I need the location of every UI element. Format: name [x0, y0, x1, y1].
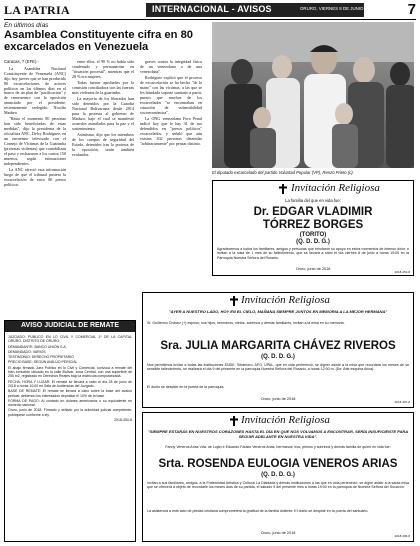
page-number: 7: [407, 1, 416, 18]
notice-code: 2018-452-8: [394, 270, 410, 274]
religious-notice-torrez: [212, 180, 414, 276]
article-paragraph: La ANC ofreció esta información luego de que el tribunal pusiera la excarcelación de estos 80 presos políticos.: [4, 167, 66, 187]
judicial-paragraph: DEMANDADO: VARIOS: [8, 349, 46, 354]
notice-family: Fanny Veneros Arias Vda. de Luján e Eduardo Fausto Veneros Arias, hermanos; tíos, primos y sobrinos y demás familia de quien en vida fue:: [165, 445, 391, 449]
notice-sign: Oruro, junio de 2018: [260, 531, 296, 535]
article-paragraph: entre ellos, el 90 % no había sido condenado y permanecían en "situación procesal", mientras que el 20 % era mujeres.: [72, 59, 134, 79]
judicial-paragraph: FORMA DE PAGO: Al contado en dólares americanos o su equivalente en moneda nacional.: [8, 398, 132, 408]
judicial-paragraph: FECHA, HORA Y LUGAR: El remate se llevará a cabo el día 28 de junio de 2018 a horas 10:00 en Sala de Audiencias del Juzgado.: [8, 379, 132, 388]
crowd-photo-image: [212, 22, 414, 168]
religious-notice-chavez: [142, 292, 414, 408]
article-paragraph: La ONG venezolana Foro Penal indicó hoy que le hay 31 de sus defendidos en "presos políticos" excarcelados, y señaló que aún existen 302 personas detenidas "arbitrariamente" por pensar distinto.: [140, 115, 202, 146]
judicial-notice-title: AVISO JUDICIAL DE REMATE: [20, 322, 119, 329]
notice-title: Invitación Religiosa: [291, 182, 380, 194]
photo-caption: El diputado excarcelado del partido Voluntad Popular (VP), Renzo Prieto (c).: [212, 170, 354, 175]
deceased-name: TÓRREZ BORGES: [262, 219, 364, 231]
article-kicker: En últimos días: [4, 22, 49, 29]
page-header: [4, 3, 416, 17]
notice-title: Invitación Religiosa: [241, 414, 330, 426]
deceased-order: (Q. D. D. G.): [296, 239, 330, 245]
article-paragraph: graves contra la integridad física de un venezolano o de una venezolana".: [140, 59, 202, 74]
deceased-alias: (TORITO): [299, 232, 327, 238]
notice-quote: "SIEMPRE ESTARÁS EN NUESTROS CORAZONES HASTA EL DÍA EN QUE NOS VOLVAMOS A ENCONTRAR, SERÍA INSUFICIENTE PARA SEGUIR ADELANTE EN NUESTRA VIDA".: [147, 429, 409, 439]
article-headline: Asamblea Constituyente cifra en 80 excarcelados en Venezuela: [4, 29, 194, 53]
article-column-1: [4, 60, 66, 189]
notice-thanks: El duelo se despide en la puerta de la parroquia.: [147, 385, 225, 389]
article-paragraph: "Hasta el momento 80 personas han sido beneficiadas de estas medidas", dijo la presidenta de la oficialista ANC, Delcy Rodríguez, en un encuentro televisado con el Consejo de Víctimas de la Guarimba (protestas violentas) que contabilizan el paso y rechazaron a los contra 150 muertos, según estimaciones independientes.: [4, 116, 66, 166]
notice-family: Sr. Guillermo Chávez (+) esposo; sus hijos, hermanos, nietos, sobrinos y demás familiares, invitan a la misa en su memoria.: [147, 321, 345, 325]
article-paragraph: La mayoría de los liberados han sido detenidos por la Guardia Nacional Bolivariana desde 2014 para la protesta al gobierno de Maduro, bajo el cual se manifestó acuerdos asimilados para la paz y el sostenimiento.: [72, 96, 134, 131]
header-rule: [4, 19, 416, 20]
article-paragraph: Rodríguez explicó que el proceso de excarcelación se ha hecho "de la mano" con las víctimas, a las que se les brindado soporte sanitario a partir, puesto que muchos de los excarcelados "se encontraban en situación de vulnerabilidad socioeconómica".: [140, 75, 202, 115]
notice-body: Invitan a sus familiares, amigos, a la Fraternidad Artística y Cultural La Diablada y demás instituciones a las que en vida perteneció, se digne asistir a la santa misa que se ofrecerá a objeto de recordarle los meses días de su partida, el sábado 9 del presente mes a horas 19:00 en la parroquia de Nuestra Señora del Socavón.: [147, 481, 409, 490]
deceased-order: (Q. D. D. G.): [261, 354, 295, 360]
religious-notice-veneros: [142, 412, 414, 542]
deceased-order: (Q. D. D. G.): [261, 472, 295, 478]
notice-code: 2018-396-8: [394, 534, 410, 538]
deceased-name: Srta. ROSENDA EULOGIA VENEROS ARIAS: [158, 458, 398, 470]
judicial-paragraph: TESTIMONIO: DERECHO PROPIETARIO: [8, 355, 74, 360]
notice-quote: "AYER A NUESTRO LADO, HOY EN EL CIELO, MAÑANA SIEMPRE JUNTOS EN MEMORIA A LA MEJOR HERMANA": [168, 309, 388, 314]
deceased-name-prefix: Dr. EDGAR VLADIMIR: [253, 206, 373, 218]
dateline: ORURO, VIERNES 8 DE JUNIO DE 2018: [300, 6, 382, 11]
cross-icon: [230, 296, 238, 306]
judicial-paragraph: JUZGADO: PÚBLICO EN LO CIVIL Y COMERCIAL 1º DE LA CAPITAL ORURO, DISTRITO DE ORURO.: [8, 335, 132, 344]
notice-body: Nos permitimos invitar a todas las instituciones ENDE, Sitramoro, AFO, UPAL, que en vida perteneció, se digner asistir a la misa que recordará los meses de su sensible fallecimiento, se realizará el día 9 del presente en la parroquia Nuestra Señora del Rosario, a horas 12:00 m. (De: Atte esquina Arica).: [147, 363, 409, 372]
notice-title: Invitación Religiosa: [241, 294, 330, 306]
cross-icon: [279, 184, 287, 194]
notice-body: Agradecemos a todos los familiares, amigos y personas que brindaron su apoyo en estos momentos de intenso dolor, e invitan a la misa de 1 mes de su fallecimiento, que se llevará a cabo el día viernes 8 de junio a horas 19:00 en la Parroquia Nuestra Señora del Rosario.: [217, 247, 409, 260]
judicial-paragraph: El abajo firmado Juez Público en lo Civil y Comercial, convoca a remate del bien inmueble ubicado en la calle Bolívar, zona Central, con una superficie de 250 m2, registrado en Derechos Reales bajo la matrícula computarizada.: [8, 365, 132, 379]
article-paragraph: Todas fueron aprobadas por la comisión conciliadora con las fuerzas más violentas de la guarimba.: [72, 80, 134, 95]
notice-intro: La familia del que en vida fue:: [285, 198, 341, 203]
deceased-name: Sra. JULIA MARGARITA CHÁVEZ RIVEROS: [160, 340, 396, 352]
judicial-notice: [4, 320, 136, 542]
notice-thanks: La asistencia a este acto de piedad cristiana comprometerá la gratitud de la familia doliente. El duelo se despide en la puerta del santuario.: [147, 509, 369, 513]
article-paragraph: Asimismo, dijo que los miembros de los cuerpos de seguridad del Estado, detenidos tras la protesta de la oposición, serán también evaluados.: [72, 132, 134, 157]
article-column-3: [140, 60, 202, 148]
judicial-paragraph: DEMANDANTE: BANCO UNIÓN S.A.: [8, 344, 67, 349]
article-paragraph: La Asamblea Nacional Constituyente de Venezuela (ANC) dijo hoy jueves que se han producido 80 excarcelaciones de actores políticos en los últimos días en el marco de un plan de "pacificación" y de reencuentro con la oposición anunciado por el presidente, recientemente reelegido, Nicolás Maduro.: [4, 65, 66, 116]
article-column-2: [72, 60, 134, 159]
judicial-paragraph: PRECIO BASE: SEGÚN AVALÚO PERICIAL: [8, 360, 78, 365]
judicial-notice-body: [8, 335, 132, 423]
article-head: [4, 22, 204, 53]
notice-sign: Oruro, junio de 2018: [295, 267, 331, 271]
news-photo: [212, 22, 414, 168]
judicial-paragraph: BASE DE REMATE: El remate se llevará a cabo sobre la base del avalúo pericial, debiendo los interesados depositar el 10% de la base.: [8, 389, 132, 398]
notice-sign: Oruro, junio de 2018: [260, 397, 296, 401]
judicial-code: 2018-450-8: [114, 418, 132, 423]
masthead: LA PATRIA: [4, 3, 70, 17]
notice-code: 2018-397-8: [394, 400, 410, 404]
article-byline: Caracas, 7 (EFE).-: [4, 59, 39, 64]
judicial-paragraph: Oruro, junio de 2018. Firmado y sellado por la autoridad judicial competente; publíquese conforme a ley.: [8, 408, 132, 417]
section-label: INTERNACIONAL - AVISOS: [152, 4, 272, 14]
cross-icon: [230, 416, 238, 426]
